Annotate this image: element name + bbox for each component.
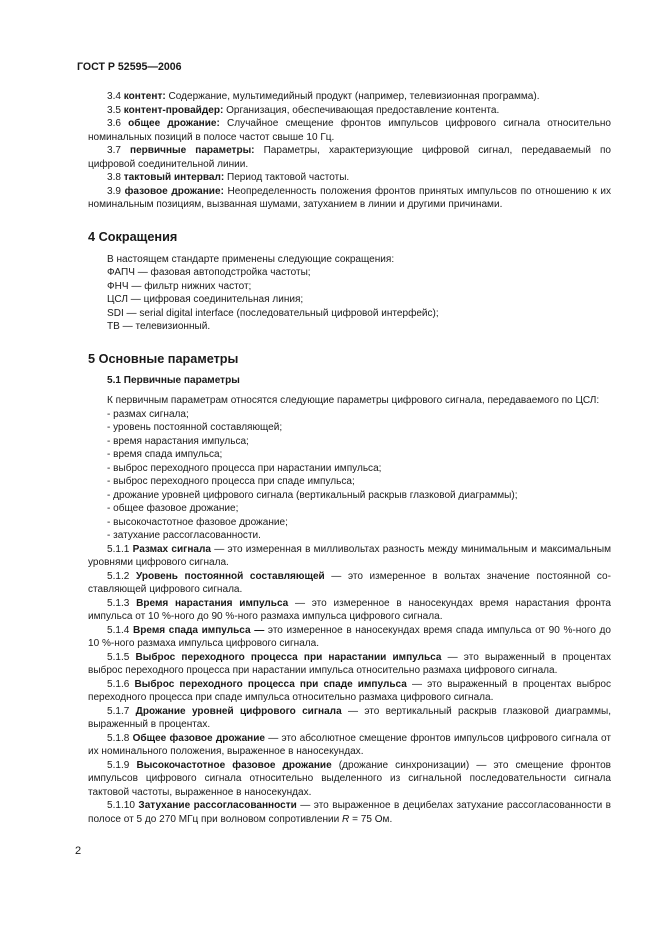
item-term: Время спада импульса — — [133, 624, 265, 636]
item-term: Уровень постоянной составляющей — [135, 570, 325, 582]
item-text: — это выраженный в процентах выброс переходного процесса при нарастании импульса относительно размаха цифрового сигнала. — [88, 651, 611, 676]
def-number: 3.5 — [107, 104, 121, 116]
item-term: Затухание рассогласованности — [138, 800, 297, 811]
page-content — [88, 90, 611, 826]
def-text: Содержание, мультимедийный продукт (например, телевизионная программа). — [165, 91, 540, 102]
def-text: Неопределенность положения фронтов принятых импульсов по отношению к их номинальным позициям, вызванная шумами, затуханием в линии и другими причинами. — [88, 185, 611, 210]
item-term: Выброс переходного процесса при нарастании импульса — [135, 651, 442, 663]
parameter-list-item: - размах сигнала; — [107, 408, 189, 420]
page-number: 2 — [75, 845, 82, 857]
parameter-5-1-9 — [88, 759, 611, 800]
abbreviation-item: ЦСЛ — цифровая соединительная линия; — [107, 294, 304, 305]
item-text: (дрожание синхронизации) — это смещение фронтов импульсов цифрового сигнала относительно выделенного из сигнальной последовательности сигнала тактовой частоты, выраженное в наносекундах. — [88, 759, 611, 798]
item-text: — это выраженное в децибелах затухание рассогласованности в полосе от 5 до 270 МГц при волновом сопротивлении — [88, 800, 612, 825]
definition-3-7 — [88, 144, 611, 171]
parameter-5-1-2 — [88, 570, 611, 597]
item-number: 5.1.7 — [107, 705, 130, 717]
item-text: — это вертикальный раскрыв глазковой диаграммы, выраженный в процентах. — [88, 705, 611, 730]
item-text: — это выраженный в процентах выброс переходного процесса при спаде импульса относительно размаха цифрового сигнала. — [88, 678, 612, 703]
def-text: Случайное смещение фронтов импульсов цифрового сигнала относительно номинальных позиций в полосе частот свыше 10 Гц. — [88, 118, 612, 143]
parameter-list-item: - уровень постоянной составляющей; — [107, 422, 283, 433]
item-term: Время нарастания импульса — [136, 597, 289, 609]
def-term: фазовое дрожание: — [124, 185, 224, 197]
item-text: это измеренное в наносекундах время спада импульса от 90 %-ного до 10 %-ного размаха импульса цифрового сигнала. — [88, 624, 611, 649]
parameter-5-1-6 — [88, 678, 611, 705]
item-text: — это измеренное в наносекундах время нарастания фронта импульса от 10 %-ного до 90 %-ного размаха импульса цифрового сигнала. — [88, 597, 611, 622]
def-term: общее дрожание: — [128, 118, 220, 129]
definition-3-5 — [88, 104, 611, 118]
parameter-5-1-1 — [88, 543, 611, 570]
item-term: Общее фазовое дрожание — [132, 732, 266, 744]
def-term: первичные параметры: — [130, 145, 255, 156]
item-number: 5.1.10 — [107, 800, 135, 811]
parameter-5-1-10 — [88, 799, 611, 826]
parameter-list-item: - высокочастотное фазовое дрожание; — [107, 516, 288, 528]
def-number: 3.9 — [107, 185, 121, 197]
item-number: 5.1.3 — [107, 597, 130, 609]
item-number: 5.1.1 — [107, 543, 130, 555]
parameter-list-item: - время нарастания импульса; — [107, 435, 249, 447]
item-text: — это измеренная в милливольтах разность между минимальным и максимальным уровнями цифрового сигнала. — [88, 543, 611, 568]
item-term: Размах сигнала — [132, 543, 211, 555]
def-term: тактовый интервал: — [123, 172, 225, 183]
def-term: контент-провайдер: — [123, 104, 224, 116]
parameter-list-item: - выброс переходного процесса при нарастании импульса; — [107, 462, 382, 474]
abbreviations-block — [88, 253, 611, 334]
def-number: 3.8 — [107, 172, 121, 183]
section-4-intro: В настоящем стандарте применены следующие сокращения: — [107, 253, 395, 265]
def-term: контент: — [123, 91, 166, 102]
item-term: Дрожание уровней цифрового сигнала — [135, 705, 342, 717]
document-header: ГОСТ Р 52595—2006 — [77, 61, 182, 73]
def-number: 3.4 — [107, 91, 121, 102]
parameter-list-item: - время спада импульса; — [107, 449, 223, 460]
section-5-1-intro: К первичным параметрам относятся следующие параметры цифрового сигнала, передаваемого по ЦСЛ: — [107, 395, 600, 406]
item-text-end: = 75 Ом. — [349, 813, 393, 825]
def-number: 3.7 — [107, 145, 121, 156]
abbreviation-item: ТВ — телевизионный. — [107, 321, 211, 332]
item-number: 5.1.6 — [107, 678, 130, 690]
item-number: 5.1.8 — [107, 732, 130, 744]
parameters-list — [88, 408, 611, 543]
item-term: Высокочастотное фазовое дрожание — [136, 759, 332, 771]
def-text: Период тактовой частоты. — [224, 172, 350, 183]
parameter-list-item: - затухание рассогласованности. — [107, 530, 261, 541]
abbreviation-item: SDI — serial digital interface (последовательный цифровой интерфейс); — [107, 307, 439, 319]
abbreviation-item: ФАПЧ — фазовая автоподстройка частоты; — [107, 267, 311, 278]
item-term: Выброс переходного процесса при спаде импульса — [134, 678, 407, 690]
parameter-5-1-5 — [88, 651, 611, 678]
item-text: — это абсолютное смещение фронтов импульсов цифрового сигнала от их номинального положения, выраженное в наносекундах. — [88, 732, 611, 757]
section-5-title: 5 Основные параметры — [88, 351, 239, 366]
item-number: 5.1.5 — [107, 651, 130, 663]
def-text: Параметры, характеризующие цифровой сигнал, передаваемый по цифровой соединительной линии. — [88, 145, 612, 170]
item-text: — это измеренное в вольтах значение постоянной составляющей цифрового сигнала. — [88, 570, 611, 595]
parameter-list-item: - выброс переходного процесса при спаде импульса; — [107, 476, 355, 487]
resistance-symbol: R — [342, 813, 350, 825]
definition-3-8 — [88, 171, 611, 185]
parameter-5-1-8 — [88, 732, 611, 759]
definition-3-9 — [88, 185, 611, 212]
item-number: 5.1.2 — [107, 570, 130, 582]
parameter-5-1-3 — [88, 597, 611, 624]
item-number: 5.1.9 — [107, 759, 130, 771]
definition-3-6 — [88, 117, 611, 144]
def-text: Организация, обеспечивающая предоставление контента. — [223, 104, 500, 116]
parameter-5-1-4 — [88, 624, 611, 651]
parameter-definitions — [88, 543, 611, 827]
parameter-list-item: - дрожание уровней цифрового сигнала (вертикальный раскрыв глазковой диаграммы); — [107, 489, 518, 501]
subsection-5-1-title: 5.1 Первичные параметры — [107, 374, 240, 386]
item-number: 5.1.4 — [107, 624, 130, 636]
abbreviation-item: ФНЧ — фильтр нижних частот; — [107, 280, 252, 292]
def-number: 3.6 — [107, 118, 121, 129]
parameter-list-item: - общее фазовое дрожание; — [107, 503, 239, 514]
parameter-5-1-7 — [88, 705, 611, 732]
definitions-list — [88, 90, 611, 212]
section-4-title: 4 Сокращения — [88, 229, 178, 244]
definition-3-4 — [88, 90, 611, 104]
